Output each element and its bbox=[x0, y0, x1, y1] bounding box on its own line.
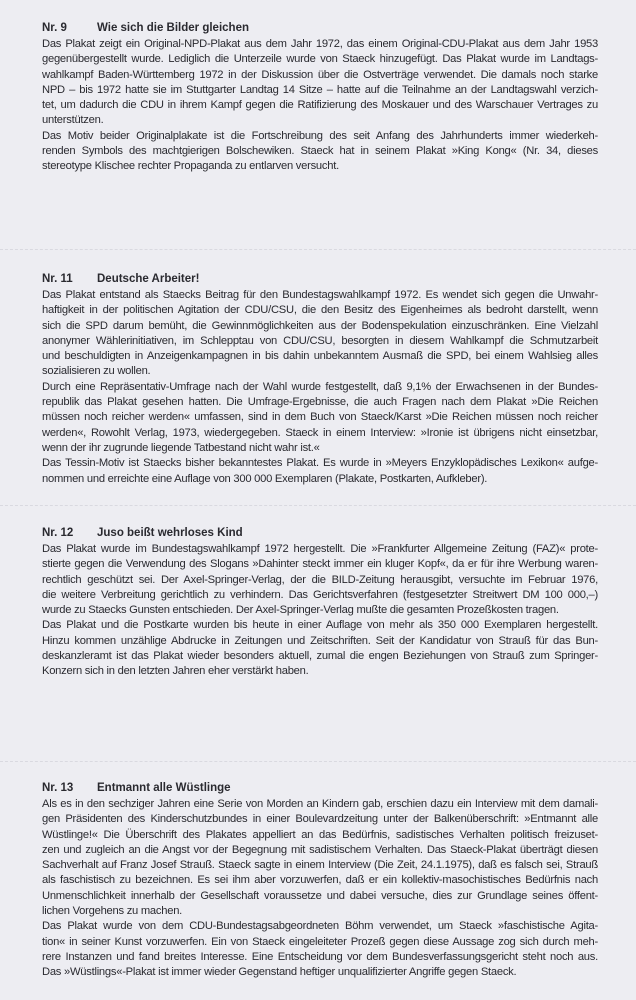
text-line: tet, um dadurch die CDU in ihrem Kampf gegen die Ratifizierung des Moskauer und des Warschauer Vertrages zu bbox=[42, 99, 598, 112]
text-line: anonymer Wählerinitiativen, im Schlepptau von CDU/CSU, besorgten in diesem Wahlkampf die Schmutzarbeit bbox=[42, 334, 598, 347]
text-line: die weitere Verbreitung gerichtlich zu verhindern. Das Gerichtsverfahren (festgesetzter Streitwert DM 100 000,–) bbox=[42, 588, 598, 601]
text-line: Wüstlinge!« Die Überschrift des Plakates appelliert an das Bedürfnis, sadistisches Verhalten politisch freizuset- bbox=[42, 828, 598, 841]
text-line: Konzern sich in den letzten Jahren eher verstärkt haben. bbox=[42, 665, 309, 678]
text-line: nommen und erreichte eine Auflage von 300 000 Exemplaren (Plakate, Postkarten, Aufkleber). bbox=[42, 472, 488, 485]
text-line: NPD – bis 1972 hatte sie im Stuttgarter Landtag 14 Sitze – hatte auf die Teilnahme an der Landtagswahl verzich- bbox=[42, 83, 598, 96]
text-line: wenn der ihr zugrunde liegende Tatbestand nicht wahr ist.« bbox=[42, 441, 320, 454]
paragraph bbox=[42, 288, 598, 380]
text-line: Das Plakat wurde von dem CDU-Bundestagsabgeordneten Böhm verwendet, um Staeck »faschistische Agita- bbox=[42, 920, 598, 933]
paragraph bbox=[42, 919, 598, 980]
text-line: Sachverhalt auf Franz Josef Strauß. Staeck sagte in einem Interview (Die Zeit, 24.1.1975), daß es falsch sei, Strauß bbox=[42, 859, 598, 872]
text-line: tion« in seiner Kunst vorzuwerfen. Ein von Staeck eingeleiteter Prozeß gegen diese Aussage zog sich durch meh- bbox=[42, 935, 598, 948]
text-line: haftigkeit in der politischen Agitation der CDU/CSU, die den Besitz des Eigenheimes als bedroht darstellt, wenn bbox=[42, 304, 598, 317]
section-number: Nr. 13 bbox=[42, 782, 74, 794]
section-title: Wie sich die Bilder gleichen bbox=[97, 22, 249, 34]
text-line: wahlkampf Baden-Württemberg 1972 in der Diskussion über die Ostverträge verwendet. Die damals noch starke bbox=[42, 68, 598, 81]
section-nr-9 bbox=[42, 19, 598, 175]
text-line: wurde zu Staecks Gunsten entschieden. Der Axel-Springer-Verlag mußte die gesamten Prozeßkosten tragen. bbox=[42, 604, 559, 617]
text-line: als faschistisch zu bezeichnen. Es sei ihm aber vorzuwerfen, daß er ein kollektiv-masochistisches Bedürfnis nach bbox=[42, 874, 598, 887]
text-line: lichen Vorgehens zu machen. bbox=[42, 905, 183, 918]
text-line: stierte gegen die Verwendung des Slogans »Dahinter steckt immer ein kluger Kopf«, da er für ihre Werbung waren- bbox=[42, 558, 598, 571]
text-line: zen und zugleich an die Angst vor der Begegnung mit sadistischem Verhalten. Das Staeck-Plakat überträgt diesen bbox=[42, 843, 598, 856]
section-heading bbox=[42, 524, 598, 542]
section-nr-13 bbox=[42, 779, 598, 981]
text-line: gen Präsidenten des Kinderschutzbundes in einer Boulevardzeitung unter der Balkenüberschrift: »Entmannt alle bbox=[42, 813, 598, 826]
section-heading bbox=[42, 270, 598, 288]
section-number: Nr. 11 bbox=[42, 273, 73, 285]
paragraph bbox=[42, 129, 598, 175]
section-heading bbox=[42, 19, 598, 37]
perforation-line bbox=[0, 505, 636, 506]
text-line: stereotype Klischee rechter Propaganda zu entlarven versucht. bbox=[42, 160, 339, 173]
text-line: Das Plakat und die Postkarte wurden bis heute in einer Auflage von mehr als 350 000 Exemplaren hergestellt. bbox=[42, 619, 598, 632]
text-line: sich die SPD darum bemüht, die Gewinnmöglichkeiten aus der Bodenspekulation einzuschränken. Eine Vielzahl bbox=[42, 319, 598, 332]
text-line: deskanzleramt ist das Plakat wieder besonders aktuell, zumal die engen Beziehungen von Strauß zum Springer- bbox=[42, 650, 598, 663]
text-line: unterstützen. bbox=[42, 114, 104, 127]
text-line: republik das Plakat gesehen hatten. Die Umfrage-Ergebnisse, die auch Fragen nach dem Plakat »Die Reichen bbox=[42, 396, 598, 409]
paragraph bbox=[42, 456, 598, 487]
text-line: rechtlich geschützt sei. Der Axel-Springer-Verlag, der die BILD-Zeitung herausgibt, versuchte im Februar 1976, bbox=[42, 573, 598, 586]
paragraph bbox=[42, 618, 598, 679]
section-title: Entmannt alle Wüstlinge bbox=[97, 782, 231, 794]
text-line: werden«, Rowohlt Verlag, 1973, wiedergegeben. Staeck in einem Interview: »Ironie ist übrigens nicht einsetzbar, bbox=[42, 426, 598, 439]
text-line: Das Plakat wurde im Bundestagswahlkampf 1972 hergestellt. Die »Frankfurter Allgemeine Zeitung (FAZ)« prote- bbox=[42, 543, 598, 555]
text-line: Das Plakat entstand als Staecks Beitrag für den Bundestagswahlkampf 1972. Es wendet sich gegen die Unwahr- bbox=[42, 289, 598, 301]
text-line: müssen noch reicher werden« umfassen, sind in dem Buch von Staeck/Karst »Die Reichen müssen noch reicher bbox=[42, 411, 598, 424]
section-number: Nr. 9 bbox=[42, 22, 67, 34]
section-heading bbox=[42, 779, 598, 797]
paragraph bbox=[42, 542, 598, 618]
text-line: sozialisieren zu wollen. bbox=[42, 365, 151, 378]
paragraph bbox=[42, 380, 598, 456]
text-line: Als es in den sechziger Jahren eine Serie von Morden an Kindern gab, erschien dazu ein Interview mit dem damali- bbox=[42, 798, 598, 810]
text-line: Das Tessin-Motiv ist Staecks bisher bekanntestes Plakat. Es wurde in »Meyers Enzyklopädisches Lexikon« aufge- bbox=[42, 457, 598, 470]
paragraph bbox=[42, 37, 598, 129]
text-line: Hinzu kommen unzählige Abdrucke in Zeitungen und Zeitschriften. Seit der Kandidatur von Strauß für das Bun- bbox=[42, 634, 598, 647]
text-line: und beschuldigten in Anzeigenkampagnen in bis dahin unbekanntem Ausmaß die SPD, bei einem Wahlsieg alles bbox=[42, 350, 598, 363]
text-line: Das »Wüstlings«-Plakat ist immer wieder Gegenstand heftiger unqualifizierter Angriffe gegen Staeck. bbox=[42, 966, 517, 979]
perforation-line bbox=[0, 761, 636, 762]
text-line: renden Symbols des machtgierigen Bolschewiken. Staeck hat in seinem Plakat »King Kong« (Nr. 34, dieses bbox=[42, 145, 598, 158]
section-nr-11 bbox=[42, 270, 598, 487]
perforation-line bbox=[0, 249, 636, 250]
text-line: Unmenschlichkeit innerhalb der Gesellschaft voraussetze und dabei versuche, dies zur Grundlage seines öffent- bbox=[42, 889, 598, 902]
section-number: Nr. 12 bbox=[42, 527, 74, 539]
paragraph bbox=[42, 797, 598, 919]
section-title: Juso beißt wehrloses Kind bbox=[97, 527, 243, 539]
text-line: Das Motiv beider Originalplakate ist die Fortschreibung des seit Anfang des Jahrhunderts immer wiederkeh- bbox=[42, 129, 598, 142]
section-title: Deutsche Arbeiter! bbox=[97, 273, 200, 285]
section-nr-12 bbox=[42, 524, 598, 680]
text-line: Durch eine Repräsentativ-Umfrage nach der Wahl wurde festgestellt, daß 9,1% der Erwachsenen in der Bundes- bbox=[42, 380, 598, 393]
text-line: Das Plakat zeigt ein Original-NPD-Plakat aus dem Jahr 1972, das einem Original-CDU-Plakat aus dem Jahr 1953 bbox=[42, 38, 598, 50]
text-line: rere Instanzen und fand breites Interesse. Eine Entscheidung vor dem Bundesverfassungsgericht steht noch aus. bbox=[42, 950, 598, 963]
text-line: gegenübergestellt wurde. Lediglich die Unterzeile wurde von Staeck hinzugefügt. Das Plakat wurde im Landtags- bbox=[42, 53, 598, 66]
